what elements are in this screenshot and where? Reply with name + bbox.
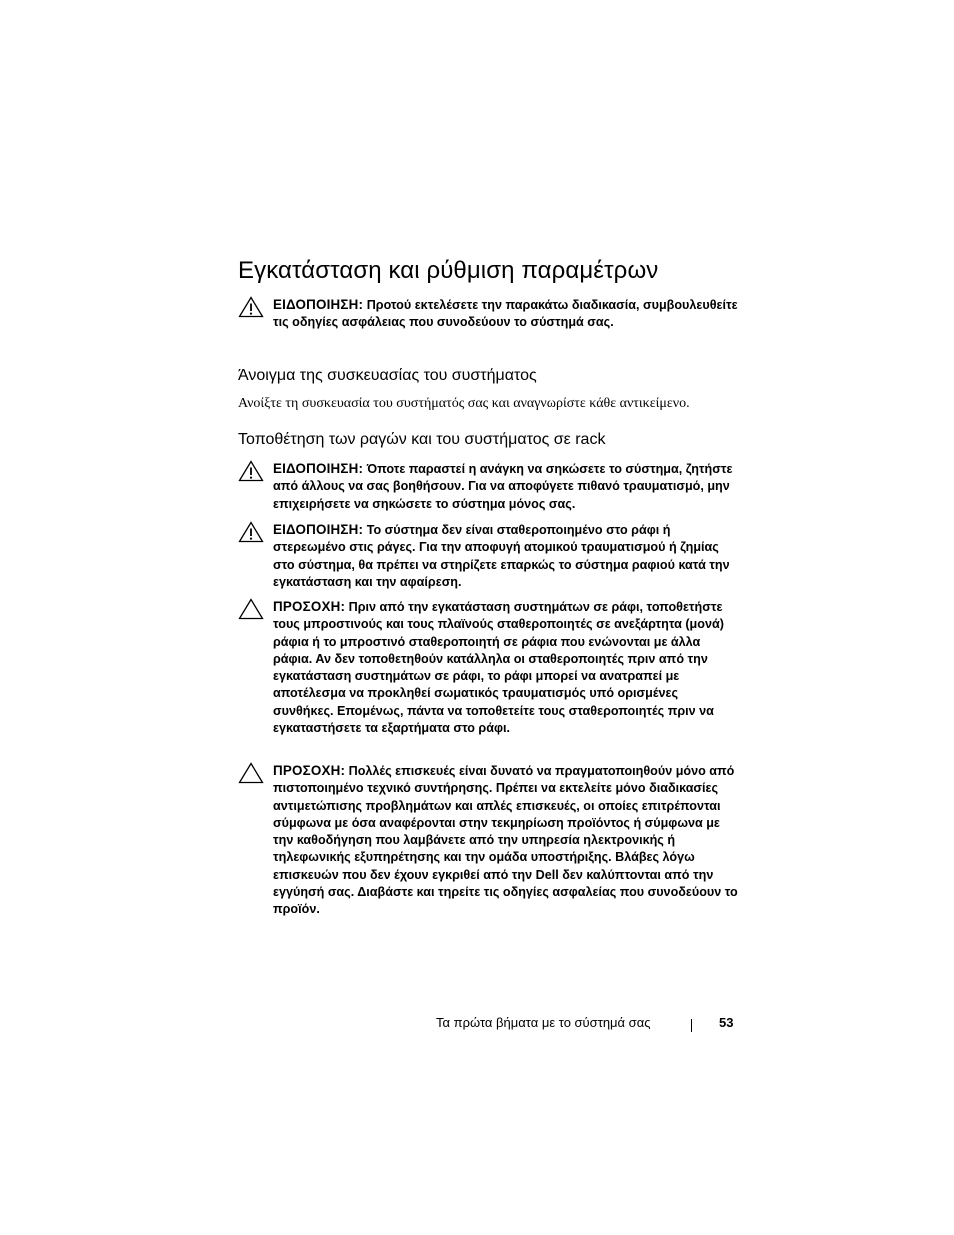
page-footer xyxy=(436,1015,736,1035)
notice-text: Προτού εκτελέσετε την παρακάτω διαδικασία, συμβουλευθείτε τις οδηγίες ασφάλειας που συνοδεύουν το σύστημά σας. xyxy=(273,298,738,330)
caution-notice-repairs xyxy=(238,762,738,919)
footer-text: Τα πρώτα βήματα με το σύστημά σας xyxy=(436,1015,651,1030)
section-heading-rack: Τοποθέτηση των ραγών και του συστήματος σε rack xyxy=(238,431,606,448)
caution-icon xyxy=(238,762,264,784)
page-number: 53 xyxy=(719,1015,734,1030)
warning-icon xyxy=(238,296,264,318)
caution-notice-stabilizers xyxy=(238,598,738,737)
notice-label: ΠΡΟΣΟΧΗ: xyxy=(273,599,346,614)
unpack-body-text: Ανοίξτε τη συσκευασία του συστήματός σας και αναγνωρίστε κάθε αντικείμενο. xyxy=(238,396,690,411)
caution-icon xyxy=(238,598,264,620)
warning-icon xyxy=(238,521,264,543)
notice-text: Όποτε παραστεί η ανάγκη να σηκώσετε το σύστημα, ζητήστε από άλλους να σας βοηθήσουν. Για να αποφύγετε πιθανό τραυματισμό, μην επιχειρήσετε να σηκώσετε το σύστημα μόνος σας. xyxy=(273,462,733,511)
warning-notice-lifting xyxy=(238,460,738,513)
notice-text: Πολλές επισκευές είναι δυνατό να πραγματοποιηθούν μόνο από πιστοποιημένο τεχνικό συντήρησης. Πρέπει να εκτελείτε μόνο διαδικασίες αντιμετώπισης προβλημάτων και απλές επισκευές, οι οποίες επιτρέπονται σύμφωνα με όσα αναφέρονται στην τεκμηρίωση προϊόντος ή σύμφωνα με την καθοδήγηση που λαμβάνετε από την υπηρεσία ηλεκτρονικής ή τηλεφωνικής εξυπηρέτησης και την ομάδα υποστήριξης. Βλάβες λόγω επισκευών που δεν έχουν εγκριθεί από την Dell δεν καλύπτονται από την εγγύησή σας. Διαβάστε και τηρείτε τις οδηγίες ασφαλείας που συνοδεύουν το προϊόν. xyxy=(273,764,738,917)
warning-notice-safety xyxy=(238,296,738,332)
section-heading-unpack: Άνοιγμα της συσκευασίας του συστήματος xyxy=(238,367,537,384)
notice-label: ΠΡΟΣΟΧΗ: xyxy=(273,763,346,778)
warning-icon xyxy=(238,460,264,482)
notice-label: ΕΙΔΟΠΟΙΗΣΗ: xyxy=(273,461,364,476)
notice-text: Το σύστημα δεν είναι σταθεροποιημένο στο ράφι ή στερεωμένο στις ράγες. Για την αποφυγή ατομικού τραυματισμού ή ζημίας στο σύστημα, θα πρέπει να στηρίζετε επαρκώς το σύστημα ραφιού κατά την εγκατάσταση και την αφαίρεση. xyxy=(273,523,730,589)
footer-separator xyxy=(691,1019,692,1032)
notice-text: Πριν από την εγκατάσταση συστημάτων σε ράφι, τοποθετήστε τους μπροστινούς και τους πλαϊνούς σταθεροποιητές σε ανεξάρτητα (μονά) ράφια ή το μπροστινό σταθεροποιητή σε ράφια που ενώνονται με άλλα ράφια. Αν δεν τοποθετηθούν κατάλληλα οι σταθεροποιητές πριν από την εγκατάσταση συστημάτων σε ράφι, το ράφι μπορεί να ανατραπεί με αποτέλεσμα να προκληθεί σωματικός τραυματισμός υπό ορισμένες συνθήκες. Επομένως, πάντα να τοποθετείτε τους σταθεροποιητές πριν να εγκαταστήσετε τα εξαρτήματα στο ράφι. xyxy=(273,600,724,736)
warning-notice-rack-support xyxy=(238,521,738,591)
notice-label: ΕΙΔΟΠΟΙΗΣΗ: xyxy=(273,522,364,537)
notice-label: ΕΙΔΟΠΟΙΗΣΗ: xyxy=(273,297,364,312)
page-title: Εγκατάσταση και ρύθμιση παραμέτρων xyxy=(238,257,659,284)
